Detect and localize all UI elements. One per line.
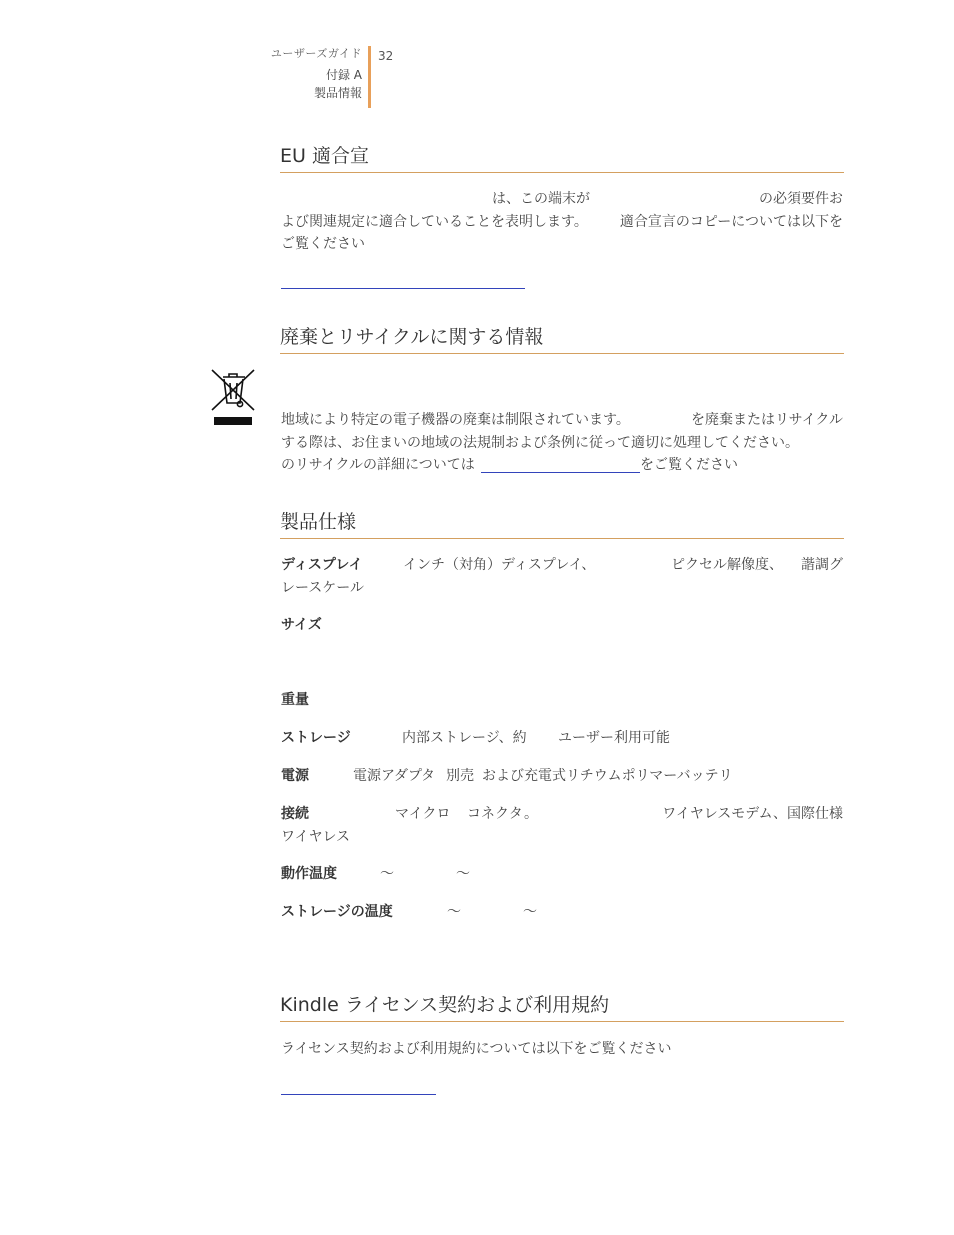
- spec-size-label: サイズ: [281, 617, 322, 633]
- spec-weight-label: 重量: [281, 692, 309, 708]
- spec-operating-temp-tilde-1: 〜: [380, 866, 394, 882]
- license-link[interactable]: [281, 1094, 436, 1095]
- spec-power-label: 電源: [281, 768, 309, 784]
- page-header: [230, 46, 410, 108]
- eu-text-2a: よび関連規定に適合していることを表明します。: [281, 213, 588, 230]
- spec-connectivity-label: 接続: [281, 806, 309, 822]
- recycle-section-title: 廃棄とリサイクルに関する情報: [280, 322, 844, 354]
- spec-connectivity-text-5: ワイヤレス: [281, 828, 351, 845]
- spec-size: [281, 614, 843, 637]
- eu-declaration-link[interactable]: [281, 288, 525, 289]
- recycle-text-3b: をご覧ください: [640, 457, 738, 474]
- header-divider: [368, 46, 371, 108]
- spec-operating-temp: [281, 863, 843, 886]
- spec-storage-text-1: 内部ストレージ、約: [402, 730, 527, 746]
- license-paragraph: ライセンス契約および利用規約については以下をご覧ください: [281, 1041, 672, 1057]
- spec-storage-label: ストレージ: [281, 730, 351, 746]
- recycle-text-1a: 地域により特定の電子機器の廃棄は制限されています。: [281, 412, 630, 428]
- spec-storage-temp-tilde-2: 〜: [523, 904, 537, 920]
- weee-bin-icon: [210, 368, 256, 426]
- eu-paragraph: [281, 188, 843, 256]
- spec-connectivity-text-1: マイクロ: [395, 806, 451, 822]
- spec-storage: [281, 727, 843, 750]
- eu-text-1a: は、この端末が: [492, 191, 590, 207]
- spec-display-label: ディスプレイ: [281, 557, 363, 573]
- spec-power-text-3: および充電式リチウムポリマーバッテリ: [482, 768, 733, 784]
- spec-display-text-4: レースケール: [281, 579, 365, 596]
- spec-display-text-1: インチ（対角）ディスプレイ、: [403, 557, 596, 573]
- eu-text-1b: の必須要件お: [759, 191, 843, 207]
- spec-weight: [281, 689, 843, 712]
- spec-operating-temp-label: 動作温度: [281, 866, 337, 882]
- eu-section-title: EU 適合宣: [280, 141, 844, 173]
- spec-connectivity: [281, 803, 843, 848]
- header-appendix: 付録 A: [325, 68, 362, 82]
- spec-power-text-2: 別売: [446, 768, 474, 784]
- spec-display-text-3: 諧調グ: [801, 557, 843, 573]
- spec-power: [281, 765, 843, 788]
- spec-power-text-1: 電源アダプタ: [353, 768, 436, 784]
- spec-storage-temp-tilde-1: 〜: [447, 904, 461, 920]
- spec-connectivity-text-2: コネクタ: [467, 806, 523, 822]
- spec-operating-temp-tilde-2: 〜: [456, 866, 470, 882]
- recycle-text-1b: を廃棄またはリサイクル: [690, 412, 843, 428]
- eu-text-2b: 適合宣言のコピーについては以下を: [619, 213, 843, 230]
- header-product-info: 製品情報: [313, 86, 362, 100]
- spec-storage-temp: [281, 901, 843, 924]
- recycle-paragraph: [281, 409, 843, 477]
- spec-connectivity-text-3: 。: [524, 806, 538, 822]
- header-labels: [222, 46, 362, 101]
- page-number: 32: [378, 49, 394, 63]
- spec-storage-text-2: ユーザー利用可能: [558, 730, 670, 746]
- license-section-title: Kindle ライセンス契約および利用規約: [280, 990, 844, 1022]
- spec-display: [281, 554, 843, 599]
- spec-connectivity-text-4: ワイヤレスモデム、国際仕様: [662, 806, 843, 822]
- eu-text-3: ご覧ください: [281, 236, 365, 253]
- recycle-text-3a: のリサイクルの詳細については: [281, 457, 475, 474]
- spec-storage-temp-label: ストレージの温度: [281, 904, 393, 920]
- spec-display-text-2: ピクセル解像度、: [671, 557, 783, 573]
- specs-section-title: 製品仕様: [280, 507, 844, 539]
- recycle-text-2: する際は、お住まいの地域の法規制および条例に従って適切に処理してください。: [281, 434, 799, 451]
- recycle-info-link[interactable]: [481, 472, 640, 473]
- header-guide-title: ユーザーズガイド: [270, 47, 362, 60]
